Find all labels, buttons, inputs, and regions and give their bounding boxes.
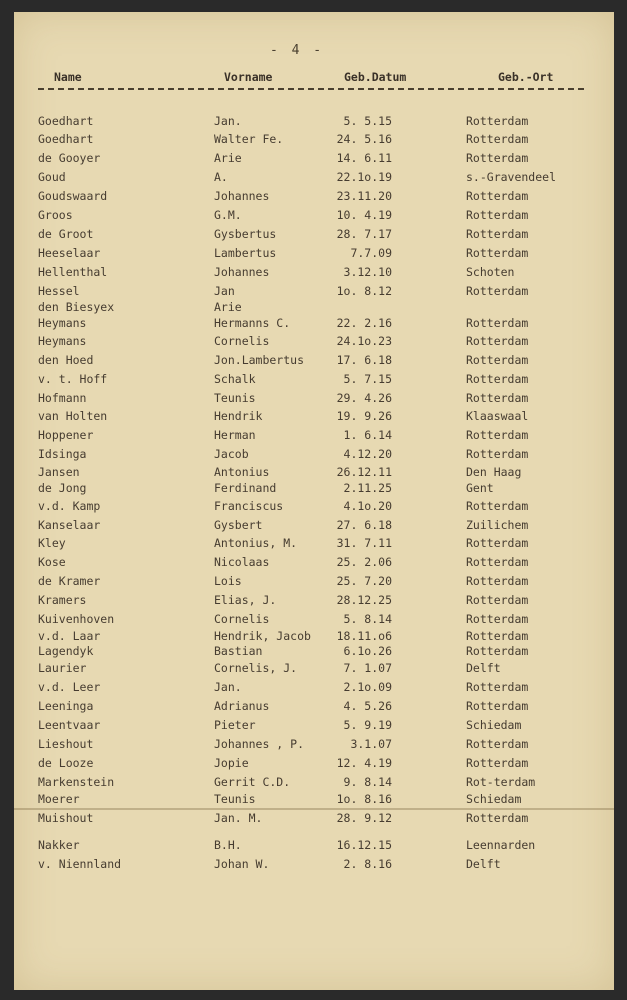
vorname-cell: Pieter <box>214 718 256 732</box>
vorname-cell: Lois <box>214 574 242 588</box>
vorname-cell: Teunis <box>214 792 256 806</box>
name-cell: Leeninga <box>38 699 94 713</box>
ort-cell: Zuilichem <box>466 518 529 532</box>
ort-cell: Rotterdam <box>466 284 529 298</box>
ort-cell: Rotterdam <box>466 555 529 569</box>
vorname-cell: Adrianus <box>214 699 270 713</box>
datum-cell: 22.1o.19 <box>336 170 392 184</box>
name-cell: de Gooyer <box>38 151 101 165</box>
ort-cell: s.-Gravendeel <box>466 170 557 184</box>
page-number: - 4 - <box>270 43 325 58</box>
datum-cell: 28. 7.17 <box>336 227 392 241</box>
datum-cell: 2. 8.16 <box>343 857 392 871</box>
name-cell: Laurier <box>38 661 87 675</box>
vorname-cell: Jan. <box>214 114 242 128</box>
ort-cell: Rotterdam <box>466 499 529 513</box>
datum-cell: 14. 6.11 <box>336 151 392 165</box>
name-cell: den Hoed <box>38 353 94 367</box>
ort-cell: Rotterdam <box>466 612 529 626</box>
datum-cell: 18.11.o6 <box>336 629 392 643</box>
vorname-cell: Jon.Lambertus <box>214 353 305 367</box>
datum-cell: 2.1o.09 <box>343 680 392 694</box>
vorname-cell: Antonius, M. <box>214 536 298 550</box>
datum-cell: 16.12.15 <box>336 838 392 852</box>
datum-cell: 23.11.20 <box>336 189 392 203</box>
name-cell: Hellenthal <box>38 265 108 279</box>
name-cell: Goud <box>38 170 66 184</box>
datum-cell: 24.1o.23 <box>336 334 392 348</box>
name-cell: Hoppener <box>38 428 94 442</box>
name-cell: v. Niennland <box>38 857 122 871</box>
ort-cell: Rotterdam <box>466 132 529 146</box>
vorname-cell: Gerrit C.D. <box>214 775 291 789</box>
datum-cell: 19. 9.26 <box>336 409 392 423</box>
vorname-cell: Hendrik, Jacob <box>214 629 311 643</box>
vorname-cell: Antonius <box>214 465 270 479</box>
name-cell: Groos <box>38 208 73 222</box>
datum-cell: 7.7.09 <box>350 246 392 260</box>
name-cell: Markenstein <box>38 775 115 789</box>
ort-cell: Rotterdam <box>466 737 529 751</box>
datum-cell: 7. 1.07 <box>343 661 392 675</box>
ort-cell: Rotterdam <box>466 227 529 241</box>
name-cell: Heymans <box>38 334 87 348</box>
ort-cell: Rotterdam <box>466 372 529 386</box>
ort-cell: Rotterdam <box>466 629 529 643</box>
datum-cell: 25. 2.06 <box>336 555 392 569</box>
ort-cell: Rotterdam <box>466 756 529 770</box>
ort-cell: Leennarden <box>466 838 536 852</box>
name-cell: Goedhart <box>38 114 94 128</box>
vorname-cell: Cornelis, J. <box>214 661 298 675</box>
ort-cell: Rotterdam <box>466 574 529 588</box>
header-rule <box>38 88 584 90</box>
name-cell: de Kramer <box>38 574 101 588</box>
datum-cell: 3.12.10 <box>343 265 392 279</box>
vorname-cell: Schalk <box>214 372 256 386</box>
name-cell: Kramers <box>38 593 87 607</box>
name-cell: Hessel <box>38 284 80 298</box>
datum-cell: 5. 9.19 <box>343 718 392 732</box>
vorname-cell: Gysbert <box>214 518 263 532</box>
datum-cell: 1o. 8.16 <box>336 792 392 806</box>
vorname-cell: Nicolaas <box>214 555 270 569</box>
name-cell: Moerer <box>38 792 80 806</box>
ort-cell: Schiedam <box>466 792 522 806</box>
vorname-cell: A. <box>214 170 228 184</box>
datum-cell: 2.11.25 <box>343 481 392 495</box>
datum-cell: 28.12.25 <box>336 593 392 607</box>
vorname-cell: Jan. <box>214 680 242 694</box>
datum-cell: 12. 4.19 <box>336 756 392 770</box>
datum-cell: 5. 7.15 <box>343 372 392 386</box>
vorname-cell: Jopie <box>214 756 249 770</box>
header-datum: Geb.Datum <box>344 70 407 84</box>
vorname-cell: Jan. M. <box>214 811 263 825</box>
vorname-cell: Walter Fe. <box>214 132 284 146</box>
name-cell: v.d. Laar <box>38 629 101 643</box>
name-cell: Goudswaard <box>38 189 108 203</box>
name-cell: Nakker <box>38 838 80 852</box>
vorname-cell: Jan <box>214 284 235 298</box>
ort-cell: Rotterdam <box>466 334 529 348</box>
name-cell: Muishout <box>38 811 94 825</box>
ort-cell: Rotterdam <box>466 353 529 367</box>
vorname-cell: Cornelis <box>214 334 270 348</box>
ort-cell: Rotterdam <box>466 151 529 165</box>
vorname-cell: Johannes <box>214 189 270 203</box>
vorname-cell: Ferdinand <box>214 481 277 495</box>
datum-cell: 26.12.11 <box>336 465 392 479</box>
datum-cell: 28. 9.12 <box>336 811 392 825</box>
datum-cell: 3.1.07 <box>350 737 392 751</box>
datum-cell: 9. 8.14 <box>343 775 392 789</box>
datum-cell: 6.1o.26 <box>343 644 392 658</box>
vorname-cell: Arie <box>214 300 242 314</box>
datum-cell: 29. 4.26 <box>336 391 392 405</box>
ort-cell: Rotterdam <box>466 114 529 128</box>
name-cell: Heeselaar <box>38 246 101 260</box>
ort-cell: Rotterdam <box>466 208 529 222</box>
name-cell: Kley <box>38 536 66 550</box>
datum-cell: 27. 6.18 <box>336 518 392 532</box>
ort-cell: Rotterdam <box>466 246 529 260</box>
header-name: Name <box>54 70 82 84</box>
name-cell: Leentvaar <box>38 718 101 732</box>
vorname-cell: Johannes , P. <box>214 737 305 751</box>
datum-cell: 31. 7.11 <box>336 536 392 550</box>
name-cell: Kanselaar <box>38 518 101 532</box>
datum-cell: 1. 6.14 <box>343 428 392 442</box>
datum-cell: 4.12.20 <box>343 447 392 461</box>
vorname-cell: Herman <box>214 428 256 442</box>
ort-cell: Gent <box>466 481 494 495</box>
vorname-cell: Lambertus <box>214 246 277 260</box>
ort-cell: Rotterdam <box>466 680 529 694</box>
datum-cell: 17. 6.18 <box>336 353 392 367</box>
ort-cell: Rotterdam <box>466 428 529 442</box>
vorname-cell: Johannes <box>214 265 270 279</box>
datum-cell: 1o. 8.12 <box>336 284 392 298</box>
datum-cell: 4. 5.26 <box>343 699 392 713</box>
name-cell: Hofmann <box>38 391 87 405</box>
ort-cell: Rotterdam <box>466 189 529 203</box>
name-cell: v.d. Leer <box>38 680 101 694</box>
header-vorname: Vorname <box>224 70 273 84</box>
datum-cell: 10. 4.19 <box>336 208 392 222</box>
ort-cell: Schiedam <box>466 718 522 732</box>
vorname-cell: Johan W. <box>214 857 270 871</box>
ort-cell: Rotterdam <box>466 391 529 405</box>
vorname-cell: Bastian <box>214 644 263 658</box>
vorname-cell: Hendrik <box>214 409 263 423</box>
ort-cell: Rotterdam <box>466 536 529 550</box>
paper-fold <box>14 808 614 810</box>
header-ort: Geb.-Ort <box>498 70 554 84</box>
datum-cell: 22. 2.16 <box>336 316 392 330</box>
name-cell: Jansen <box>38 465 80 479</box>
vorname-cell: Franciscus <box>214 499 284 513</box>
ort-cell: Rotterdam <box>466 811 529 825</box>
name-cell: de Looze <box>38 756 94 770</box>
datum-cell: 4.1o.20 <box>343 499 392 513</box>
vorname-cell: Elias, J. <box>214 593 277 607</box>
name-cell: Kose <box>38 555 66 569</box>
vorname-cell: Jacob <box>214 447 249 461</box>
vorname-cell: G.M. <box>214 208 242 222</box>
name-cell: Goedhart <box>38 132 94 146</box>
name-cell: Kuivenhoven <box>38 612 115 626</box>
vorname-cell: B.H. <box>214 838 242 852</box>
name-cell: Lieshout <box>38 737 94 751</box>
ort-cell: Rotterdam <box>466 316 529 330</box>
name-cell: Idsinga <box>38 447 87 461</box>
name-cell: van Holten <box>38 409 108 423</box>
vorname-cell: Gysbertus <box>214 227 277 241</box>
ort-cell: Delft <box>466 661 501 675</box>
vorname-cell: Cornelis <box>214 612 270 626</box>
name-cell: de Groot <box>38 227 94 241</box>
datum-cell: 24. 5.16 <box>336 132 392 146</box>
name-cell: v.d. Kamp <box>38 499 101 513</box>
ort-cell: Schoten <box>466 265 515 279</box>
vorname-cell: Teunis <box>214 391 256 405</box>
ort-cell: Rotterdam <box>466 699 529 713</box>
name-cell: de Jong <box>38 481 87 495</box>
vorname-cell: Arie <box>214 151 242 165</box>
datum-cell: 5. 5.15 <box>343 114 392 128</box>
datum-cell: 5. 8.14 <box>343 612 392 626</box>
name-cell: v. t. Hoff <box>38 372 108 386</box>
datum-cell: 25. 7.20 <box>336 574 392 588</box>
ort-cell: Delft <box>466 857 501 871</box>
ort-cell: Klaaswaal <box>466 409 529 423</box>
vorname-cell: Hermanns C. <box>214 316 291 330</box>
ort-cell: Rot-terdam <box>466 775 536 789</box>
ort-cell: Rotterdam <box>466 593 529 607</box>
ort-cell: Rotterdam <box>466 644 529 658</box>
name-cell: Lagendyk <box>38 644 94 658</box>
ort-cell: Den Haag <box>466 465 522 479</box>
name-cell: den Biesyex <box>38 300 115 314</box>
name-cell: Heymans <box>38 316 87 330</box>
ort-cell: Rotterdam <box>466 447 529 461</box>
